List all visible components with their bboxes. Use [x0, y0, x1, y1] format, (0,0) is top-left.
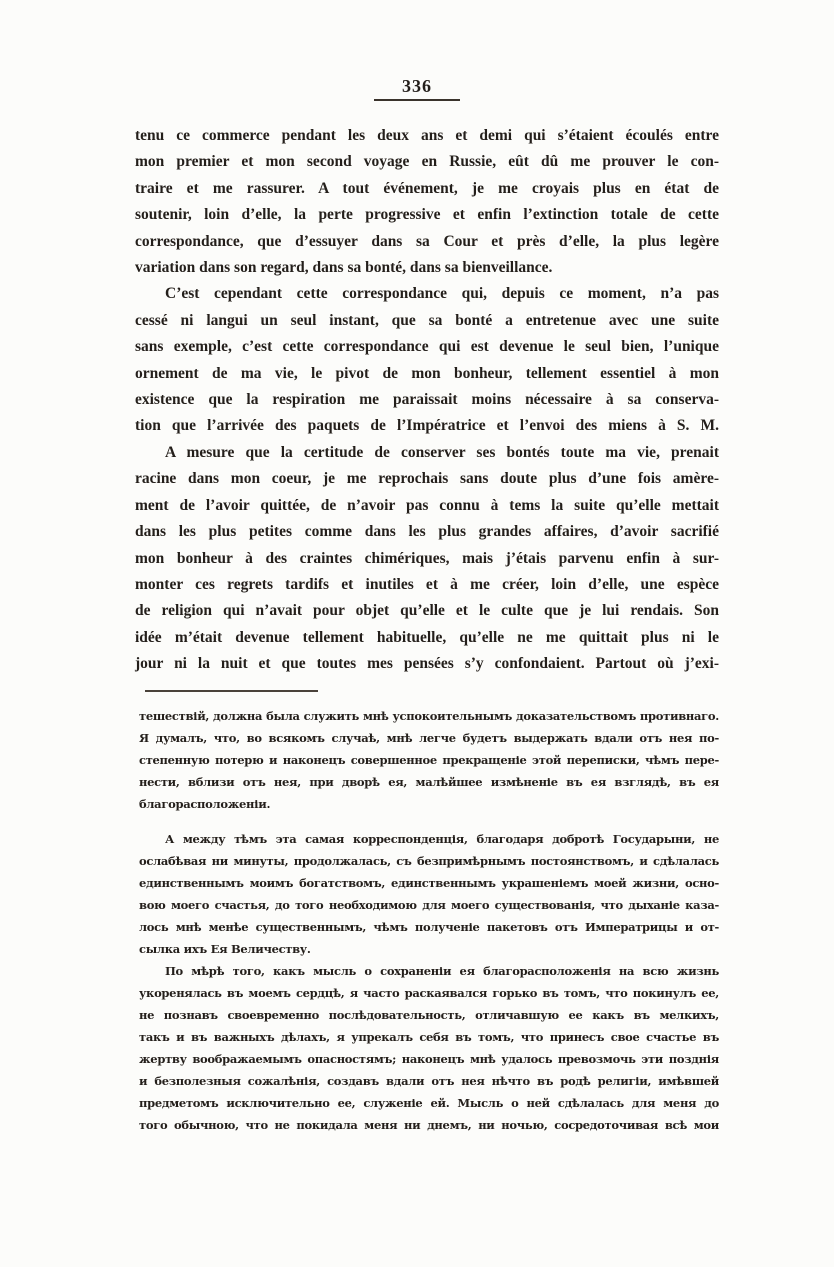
main-text-block: [135, 123, 719, 678]
paragraph: [139, 828, 719, 960]
paragraph: [135, 123, 719, 281]
text-line: По мѣрѣ того, какъ мысль о сохраненіи ея благорасположенія на всю жизнь: [165, 964, 719, 978]
text-line: C’est cependant cette correspondance qui, depuis ce moment, n’a pas: [165, 285, 719, 303]
page-number: 336: [374, 76, 460, 101]
text-line: mon bonheur à des craintes chimériques, mais j’étais parvenu enfin à sur-: [135, 549, 719, 567]
text-line: traire et me rassurer. A tout événement, je me croyais plus en état de: [135, 179, 719, 197]
text-line: нести, вблизи отъ нея, при дворѣ ея, малѣйшее измѣненіе въ ея взглядѣ, въ ея: [139, 775, 719, 789]
footnote-separator: [145, 690, 318, 692]
text-line: А между тѣмъ эта самая корреспонденція, благодаря добротѣ Государыни, не: [165, 832, 719, 846]
text-line: укоренялась въ моемъ сердцѣ, я часто раскаявался горько въ томъ, что покинулъ ее,: [139, 986, 719, 1000]
page-header: [0, 76, 834, 101]
paragraph: [135, 440, 719, 678]
paragraph: [139, 705, 719, 815]
text-line: tion que l’arrivée des paquets de l’Impératrice et l’envoi des miens à S. M.: [135, 417, 719, 435]
text-line: и безполезныя сожалѣнія, создавъ вдали отъ нея нѣчто въ родѣ религіи, имѣвшей: [139, 1074, 719, 1088]
text-line: единственнымъ моимъ богатствомъ, единственнымъ украшеніемъ моей жизни, осно-: [139, 876, 719, 890]
text-line: того обычною, что не покидала меня ни днемъ, ни ночью, сосредоточивая всѣ мои: [139, 1118, 719, 1132]
text-line: cessé ni langui un seul instant, que sa bonté a entretenue avec une suite: [135, 311, 719, 329]
text-line: A mesure que la certitude de conserver ses bontés toute ma vie, prenait: [165, 443, 719, 461]
text-line: tenu ce commerce pendant les deux ans et demi qui s’étaient écoulés entre: [135, 127, 719, 144]
text-line: racine dans mon coeur, je me reprochais sans doute plus d’une fois amère-: [135, 470, 719, 488]
text-line: степенную потерю и наконецъ совершенное прекращеніе этой переписки, чѣмъ пере-: [139, 753, 719, 767]
text-line: jour ni la nuit et que toutes mes pensées s’y confondaient. Partout où j’exi-: [135, 655, 719, 673]
text-line: dans les plus petites comme dans les plus grandes affaires, d’avoir sacrifié: [135, 523, 719, 541]
text-line: existence que la respiration me paraissait moins nécessaire à sa conserva-: [135, 391, 719, 409]
text-line: предметомъ исключительно ее, служеніе ей. Мысль о ней сдѣлалась для меня до: [139, 1096, 719, 1110]
paragraph: [139, 960, 719, 1136]
text-line: не познавъ своевременно послѣдовательность, отличавшую ее какъ въ мелкихъ,: [139, 1008, 719, 1022]
text-line: благорасположеніи.: [139, 797, 271, 811]
text-line: тешествій, должна была служить мнѣ успокоительнымъ доказательствомъ противнаго.: [139, 709, 719, 723]
text-line: de religion qui n’avait pour objet qu’elle et le culte que je lui rendais. Son: [135, 602, 719, 620]
text-line: mon premier et mon second voyage en Russie, eût dû me prouver le con-: [135, 153, 719, 171]
text-line: лось мнѣ менѣе существеннымъ, чѣмъ полученіе пакетовъ отъ Императрицы и от-: [139, 920, 719, 934]
text-line: жертву воображаемымъ опасностямъ; наконецъ мнѣ удалось превозмочь эти позднія: [139, 1052, 719, 1066]
footnote-block: [139, 705, 719, 1136]
text-line: ослабѣвая ни минуты, продолжалась, съ безпримѣрнымъ постоянствомъ, и сдѣлалась: [139, 854, 719, 868]
text-line: idée m’était devenue tellement habituelle, qu’elle ne me quittait plus ni le: [135, 628, 719, 646]
text-line: вою моего счастья, до того необходимою для моего существованія, что дыханіе каза-: [139, 898, 719, 912]
paragraph: [135, 281, 719, 439]
text-line: ornement de ma vie, le pivot de mon bonheur, tellement essentiel à mon: [135, 364, 719, 382]
text-line: soutenir, loin d’elle, la perte progressive et enfin l’extinction totale de cette: [135, 206, 719, 224]
text-line: monter ces regrets tardifs et inutiles et à me créer, loin d’elle, une espèce: [135, 575, 719, 593]
text-line: сылка ихъ Ея Величеству.: [139, 942, 311, 956]
text-line: correspondance, que d’essuyer dans sa Cour et près d’elle, la plus legère: [135, 232, 719, 250]
text-line: ment de l’avoir quittée, de n’avoir pas connu à tems la suite qu’elle mettait: [135, 496, 719, 514]
text-line: sans exemple, c’est cette correspondance qui est devenue le seul bien, l’unique: [135, 338, 719, 356]
text-line: Я думалъ, что, во всякомъ случаѣ, мнѣ легче будетъ выдержать вдали отъ нея по-: [139, 731, 719, 745]
text-line: такъ и въ важныхъ дѣлахъ, я упрекалъ себя въ томъ, что принесъ свое счастье въ: [139, 1030, 719, 1044]
text-line: variation dans son regard, dans sa bonté, dans sa bienveillance.: [135, 259, 553, 277]
